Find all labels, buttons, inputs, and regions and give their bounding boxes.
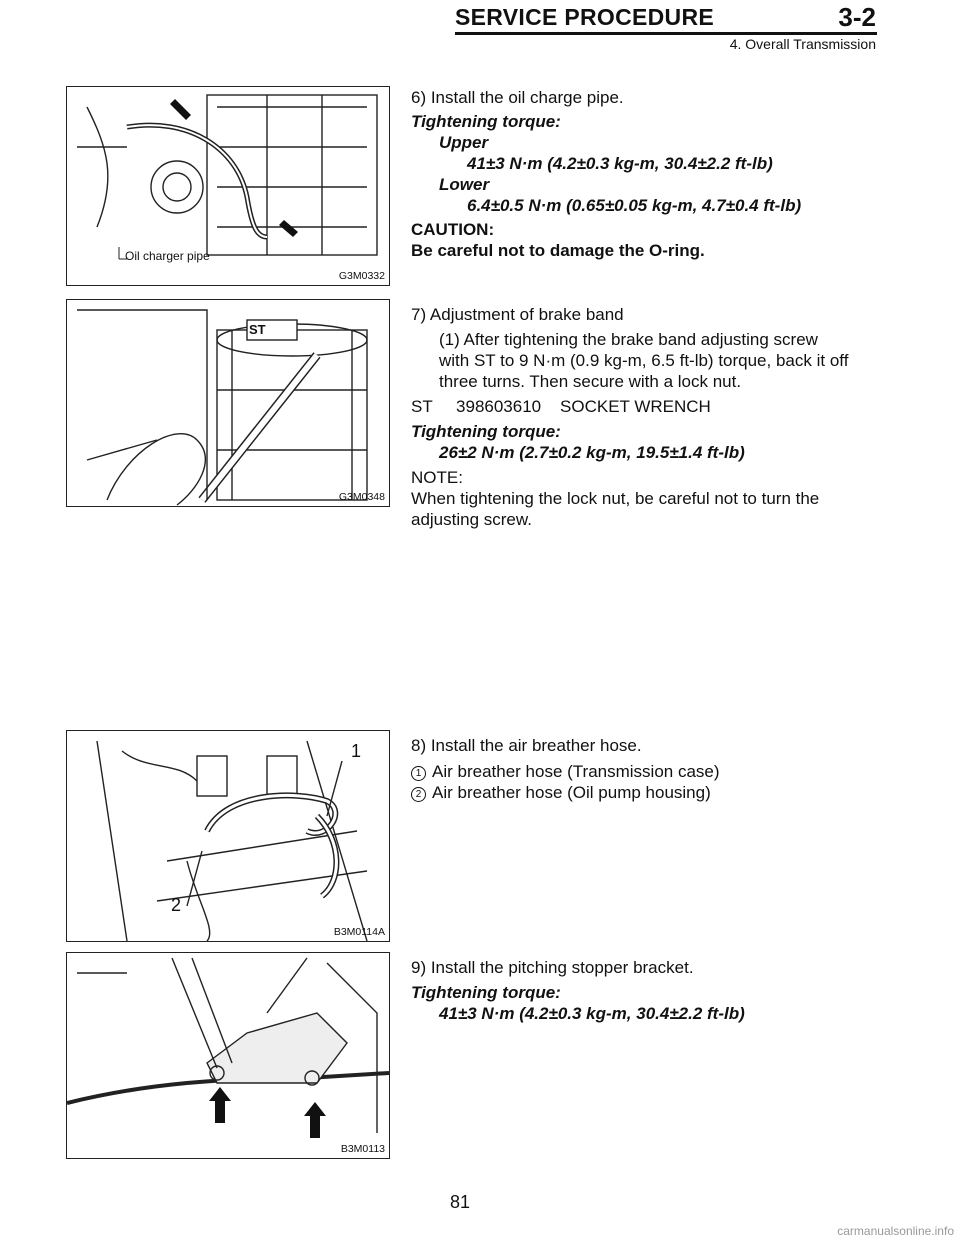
figure-code: B3M0113 [340, 1143, 385, 1155]
watermark: carmanualsonline.info [837, 1224, 954, 1238]
lower-label: Lower [439, 175, 490, 194]
page-header-subtitle: 4. Overall Transmission [729, 36, 876, 52]
pitching-stopper-illustration [67, 953, 389, 1158]
torque-label: Tightening torque: [411, 422, 561, 441]
st-tool-label: ST [249, 322, 266, 337]
step-sub-line: with ST to 9 N·m (0.9 kg-m, 6.5 ft-lb) torque, back it off [439, 351, 849, 370]
figure-oil-charge-pipe [66, 86, 390, 286]
note-text: When tightening the lock nut, be careful not to turn the [411, 489, 820, 508]
figure-code: G3M0332 [338, 270, 385, 282]
step-6-text [411, 87, 881, 261]
oil-charge-pipe-illustration [67, 87, 389, 285]
step-title: 7) Adjustment of brake band [411, 305, 624, 324]
figure-pitching-stopper-bracket [66, 952, 390, 1159]
step-title: 6) Install the oil charge pipe. [411, 88, 624, 107]
torque-label: Tightening torque: [411, 112, 561, 131]
figure-code: G3M0348 [338, 491, 385, 503]
legend-text: Air breather hose (Oil pump housing) [432, 783, 711, 802]
step-7-text [411, 304, 881, 530]
legend-text: Air breather hose (Transmission case) [432, 762, 720, 781]
legend-item-2 [411, 782, 881, 803]
step-8-text [411, 735, 881, 803]
upper-torque-value: 41±3 N·m (4.2±0.3 kg-m, 30.4±2.2 ft-lb) [467, 154, 773, 173]
torque-label: Tightening torque: [411, 983, 561, 1002]
figure-brake-band [66, 299, 390, 507]
callout-number: 1 [411, 766, 426, 781]
step-9-text [411, 957, 881, 1024]
callout-1: 1 [351, 741, 362, 761]
torque-value: 26±2 N·m (2.7±0.2 kg-m, 19.5±1.4 ft-lb) [439, 443, 745, 462]
torque-value: 41±3 N·m (4.2±0.3 kg-m, 30.4±2.2 ft-lb) [439, 1004, 745, 1023]
header-rule [455, 32, 877, 35]
section-number: 3-2 [838, 2, 876, 32]
callout-2: 2 [171, 895, 182, 915]
brake-band-illustration [67, 300, 389, 506]
legend-item-1 [411, 761, 881, 782]
page-number: 81 [449, 1192, 471, 1212]
note-label: NOTE: [411, 468, 463, 487]
caution-label: CAUTION: [411, 220, 495, 239]
figure-callout-label: Oil charger pipe [125, 249, 210, 263]
upper-label: Upper [439, 133, 489, 152]
step-sub-line: three turns. Then secure with a lock nut. [439, 372, 742, 391]
special-tool-line: ST 398603610 SOCKET WRENCH [411, 397, 711, 416]
step-sub-line: (1) After tightening the brake band adjusting screw [439, 330, 818, 349]
caution-text: Be careful not to damage the O-ring. [411, 241, 705, 260]
step-title: 9) Install the pitching stopper bracket. [411, 958, 694, 977]
page-header-title: SERVICE PROCEDURE [455, 4, 715, 30]
step-title: 8) Install the air breather hose. [411, 736, 642, 755]
figure-air-breather-hose [66, 730, 390, 942]
air-breather-hose-illustration [67, 731, 389, 941]
figure-code: B3M0114A [333, 926, 385, 938]
note-text: adjusting screw. [411, 510, 532, 529]
lower-torque-value: 6.4±0.5 N·m (0.65±0.05 kg-m, 4.7±0.4 ft-lb) [467, 196, 802, 215]
callout-number: 2 [411, 787, 426, 802]
